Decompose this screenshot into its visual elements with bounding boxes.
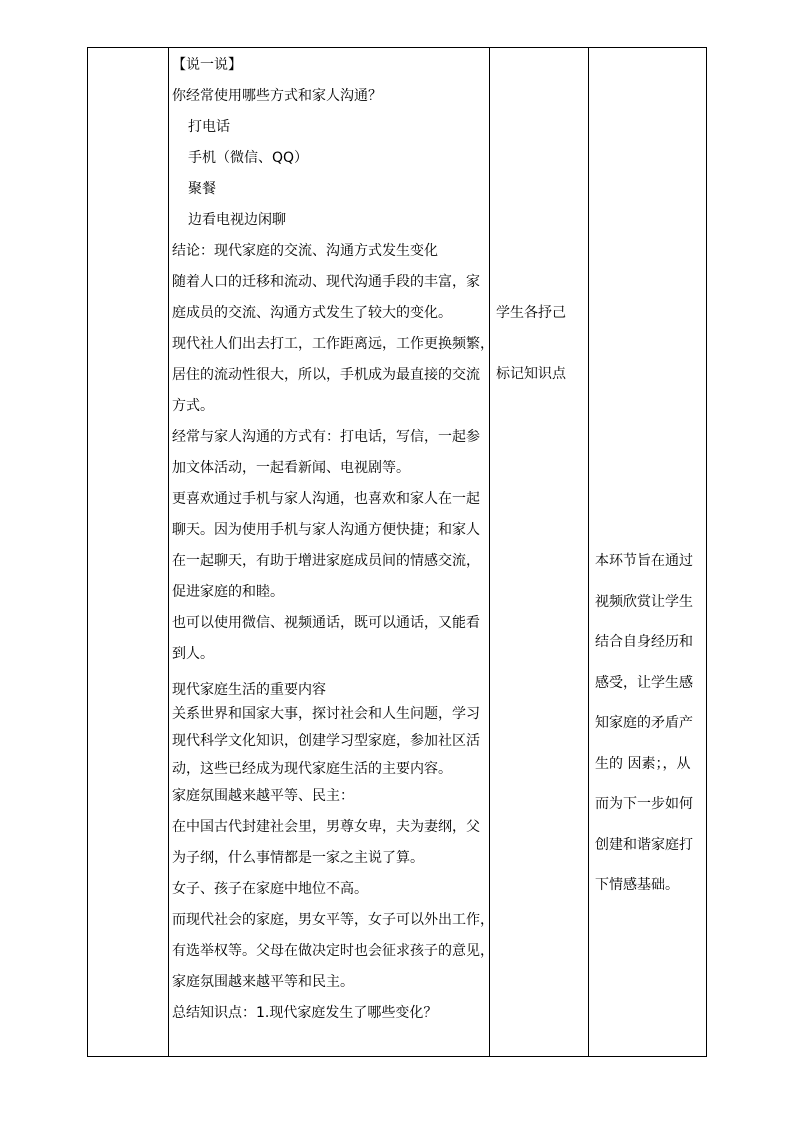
content-line: 居住的流动性很大，所以，手机成为最直接的交流 (172, 367, 480, 383)
content-line: 促进家庭的和睦。 (172, 584, 284, 600)
content-line: 家庭氛围越来越平等、民主： (172, 788, 354, 804)
design-intent-line: 下情感基础。 (595, 877, 679, 893)
content-line: 到人。 (172, 646, 214, 662)
design-intent-line: 视频欣赏让学生 (595, 593, 693, 610)
content-line: 在一起聊天，有助于增进家庭成员间的情感交流， (172, 553, 480, 569)
content-line: 经常与家人沟通的方式有：打电话，写信，一起参 (172, 429, 480, 445)
student-activity-line: 学生各抒己 (496, 305, 566, 321)
design-intent-line: 生的 因素；，从 (595, 755, 691, 772)
content-line: 家庭氛围越来越平等和民主。 (172, 974, 354, 990)
design-intent-line: 感受，让学生感 (595, 674, 693, 691)
answer-item: 手机（微信、QQ） (188, 150, 309, 166)
content-line: 加文体活动，一起看新闻、电视剧等。 (172, 460, 410, 476)
content-line: 有选举权等。父母在做决定时也会征求孩子的意见， (172, 943, 494, 959)
answer-item: 边看电视边闲聊 (188, 212, 286, 228)
design-intent-line: 本环节旨在通过 (595, 553, 693, 569)
answer-item: 聚餐 (188, 181, 216, 197)
teaching-content-cell (172, 50, 494, 1029)
section-heading: 【说一说】 (172, 57, 242, 73)
content-line: 为子纲，什么事情都是一家之主说了算。 (172, 850, 424, 866)
answer-item: 打电话 (188, 119, 230, 135)
summary-line: 总结知识点：1.现代家庭发生了哪些变化？ (172, 1005, 438, 1021)
content-line: 关系世界和国家大事，探讨社会和人生问题，学习 (172, 706, 480, 722)
student-activity-cell (496, 298, 582, 390)
content-line: 方式。 (172, 398, 214, 414)
content-line: 也可以使用微信、视频通话，既可以通话，又能看 (172, 615, 480, 631)
design-intent-line: 结合自身经历和 (595, 634, 693, 650)
column-divider-3 (588, 48, 589, 1056)
design-intent-cell (595, 541, 703, 906)
content-line: 随着人口的迁移和流动、现代沟通手段的丰富，家 (172, 274, 480, 290)
content-line: 女子、孩子在家庭中地位不高。 (172, 881, 368, 897)
column-divider-1 (168, 48, 169, 1056)
column-divider-2 (489, 48, 490, 1056)
content-line: 动，这些已经成为现代家庭生活的主要内容。 (172, 761, 452, 777)
design-intent-line: 而为下一步如何 (595, 796, 693, 812)
student-activity-line: 标记知识点 (496, 366, 566, 382)
content-line: 现代社人们出去打工，工作距离远，工作更换频繁， (172, 336, 494, 352)
subsection-heading: 现代家庭生活的重要内容 (172, 682, 326, 698)
content-line: 现代科学文化知识，创建学习型家庭，参加社区活 (172, 733, 480, 749)
design-intent-line: 创建和谐家庭打 (595, 836, 693, 853)
content-line: 聊天。因为使用手机与家人沟通方便快捷；和家人 (172, 522, 480, 538)
conclusion-line: 结论：现代家庭的交流、沟通方式发生变化 (172, 243, 438, 259)
content-line: 而现代社会的家庭，男女平等，女子可以外出工作， (172, 912, 494, 928)
content-line: 更喜欢通过手机与家人沟通，也喜欢和家人在一起 (172, 491, 480, 507)
content-line: 在中国古代封建社会里，男尊女卑，夫为妻纲，父 (172, 819, 480, 835)
content-line: 庭成员的交流、沟通方式发生了较大的变化。 (172, 305, 452, 321)
question-text: 你经常使用哪些方式和家人沟通？ (172, 88, 382, 104)
design-intent-line: 知家庭的矛盾产 (595, 715, 693, 731)
